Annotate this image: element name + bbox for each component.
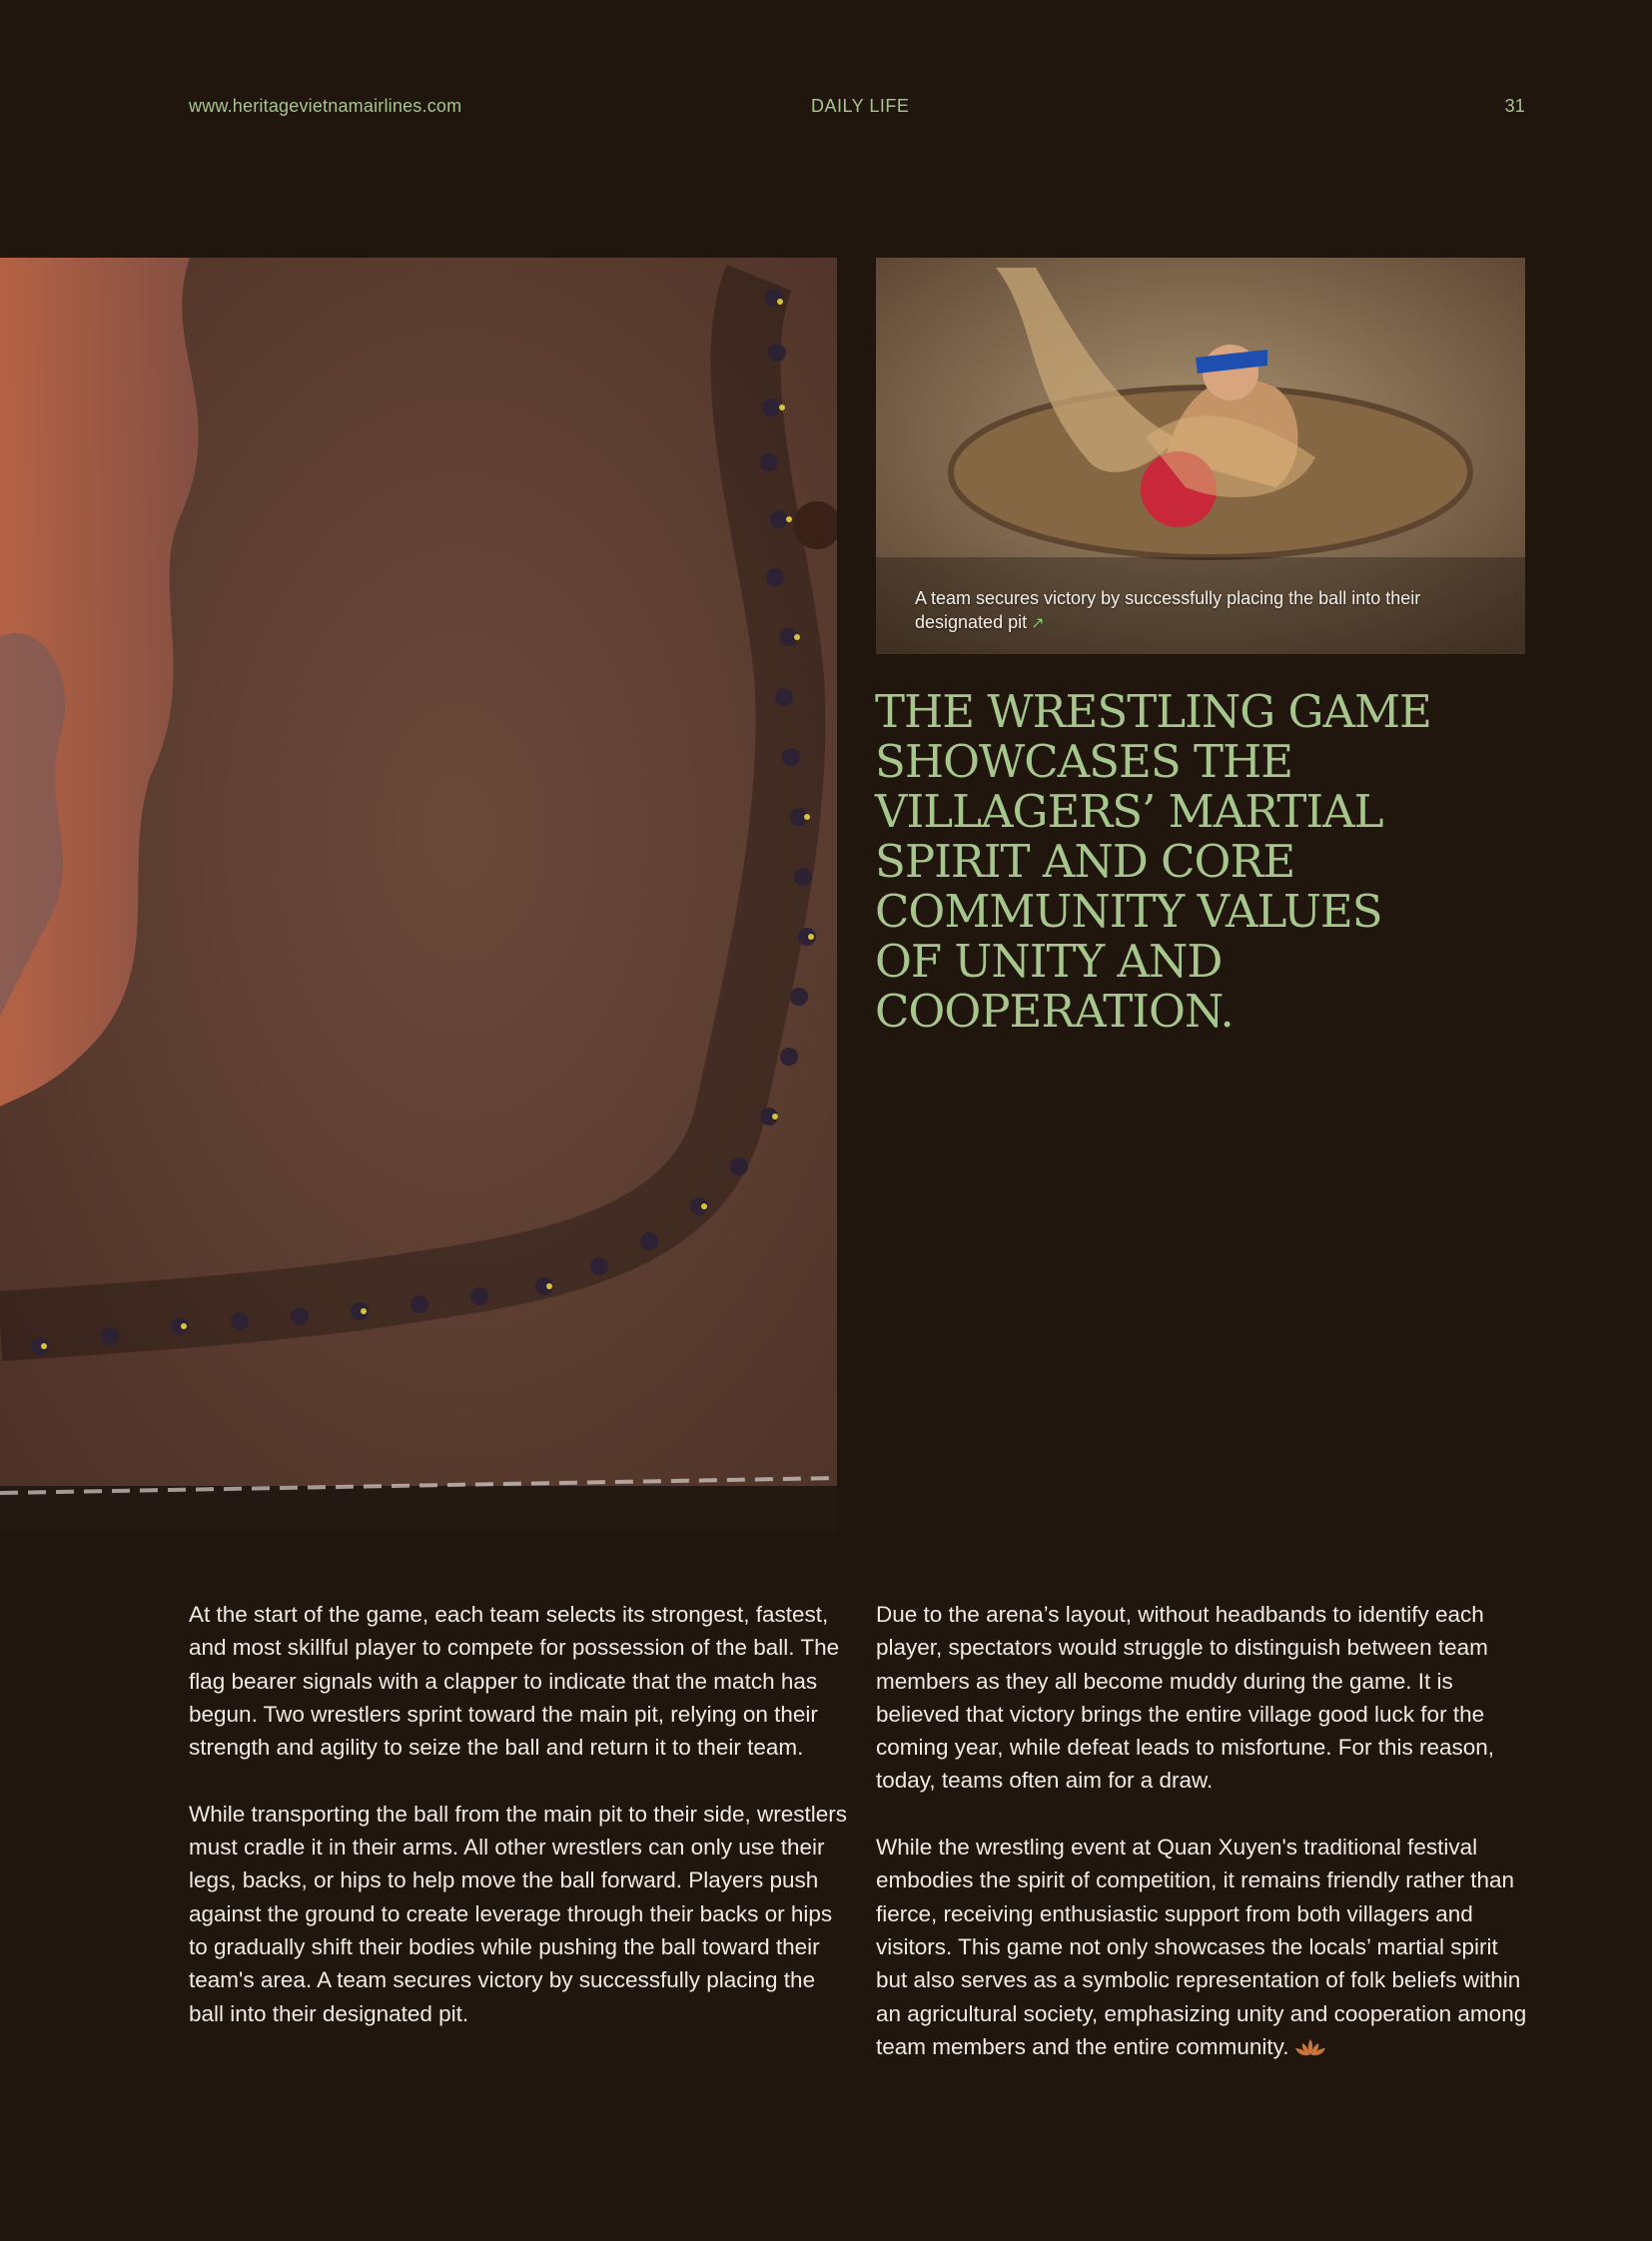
mud-wrestler-photo	[876, 258, 1525, 654]
header-website: www.heritagevietnamairlines.com	[189, 96, 462, 116]
page-number: 31	[1504, 96, 1525, 116]
pull-quote: THE WRESTLING GAME SHOWCASES THE VILLAGERS’ MARTIAL SPIRIT AND CORE COMMUNITY VALUES OF UNITY AND COOPERATION.	[875, 685, 1431, 1038]
body-column-right	[876, 1598, 1530, 2096]
arrow-up-right-icon: ↗	[1031, 615, 1045, 632]
photo-caption-text: A team secures victory by successfully placing the ball into their designated pit	[915, 588, 1421, 632]
header-section: DAILY LIFE	[811, 96, 910, 116]
body-paragraph: Due to the arena’s layout, without headbands to identify each player, spectators would struggle to distinguish between team members as they all become muddy during the game. It is believed that victory brings the entire village good luck for the coming year, while defeat leads to misfortune. For this reason, today, teams often aim for a draw.	[876, 1602, 1495, 1794]
body-paragraph-text: While the wrestling event at Quan Xuyen's traditional festival embodies the spirit of competition, it remains friendly rather than fierce, receiving enthusiastic support from both villagers and visitors. This game not only showcases the locals’ martial spirit but also serves as a symbolic representation of folk beliefs within an agricultural society, emphasizing unity and cooperation among team members and the entire community.	[876, 1835, 1527, 2059]
aerial-photo-illustration	[0, 258, 837, 1533]
aerial-wrestling-photo	[0, 258, 837, 1533]
body-paragraph-final	[876, 1831, 1530, 2063]
body-column-left	[189, 1598, 848, 2063]
body-paragraph: At the start of the game, each team selects its strongest, fastest, and most skillful player to compete for possession of the ball. The flag bearer signals with a clapper to indicate that the match has begun. Two wrestlers sprint toward the main pit, relying on their strength and agility to seize the ball and return it to their team.	[189, 1602, 840, 1761]
lotus-icon	[1293, 2037, 1327, 2057]
photo-caption	[915, 586, 1444, 636]
body-paragraph: While transporting the ball from the main pit to their side, wrestlers must cradle it in their arms. All other wrestlers can only use their legs, backs, or hips to help move the ball forward. Players push against the ground to create leverage through their backs or hips to gradually shift their bodies while pushing the ball toward their team's area. A team secures victory by successfully placing the ball into their designated pit.	[189, 1801, 848, 2026]
